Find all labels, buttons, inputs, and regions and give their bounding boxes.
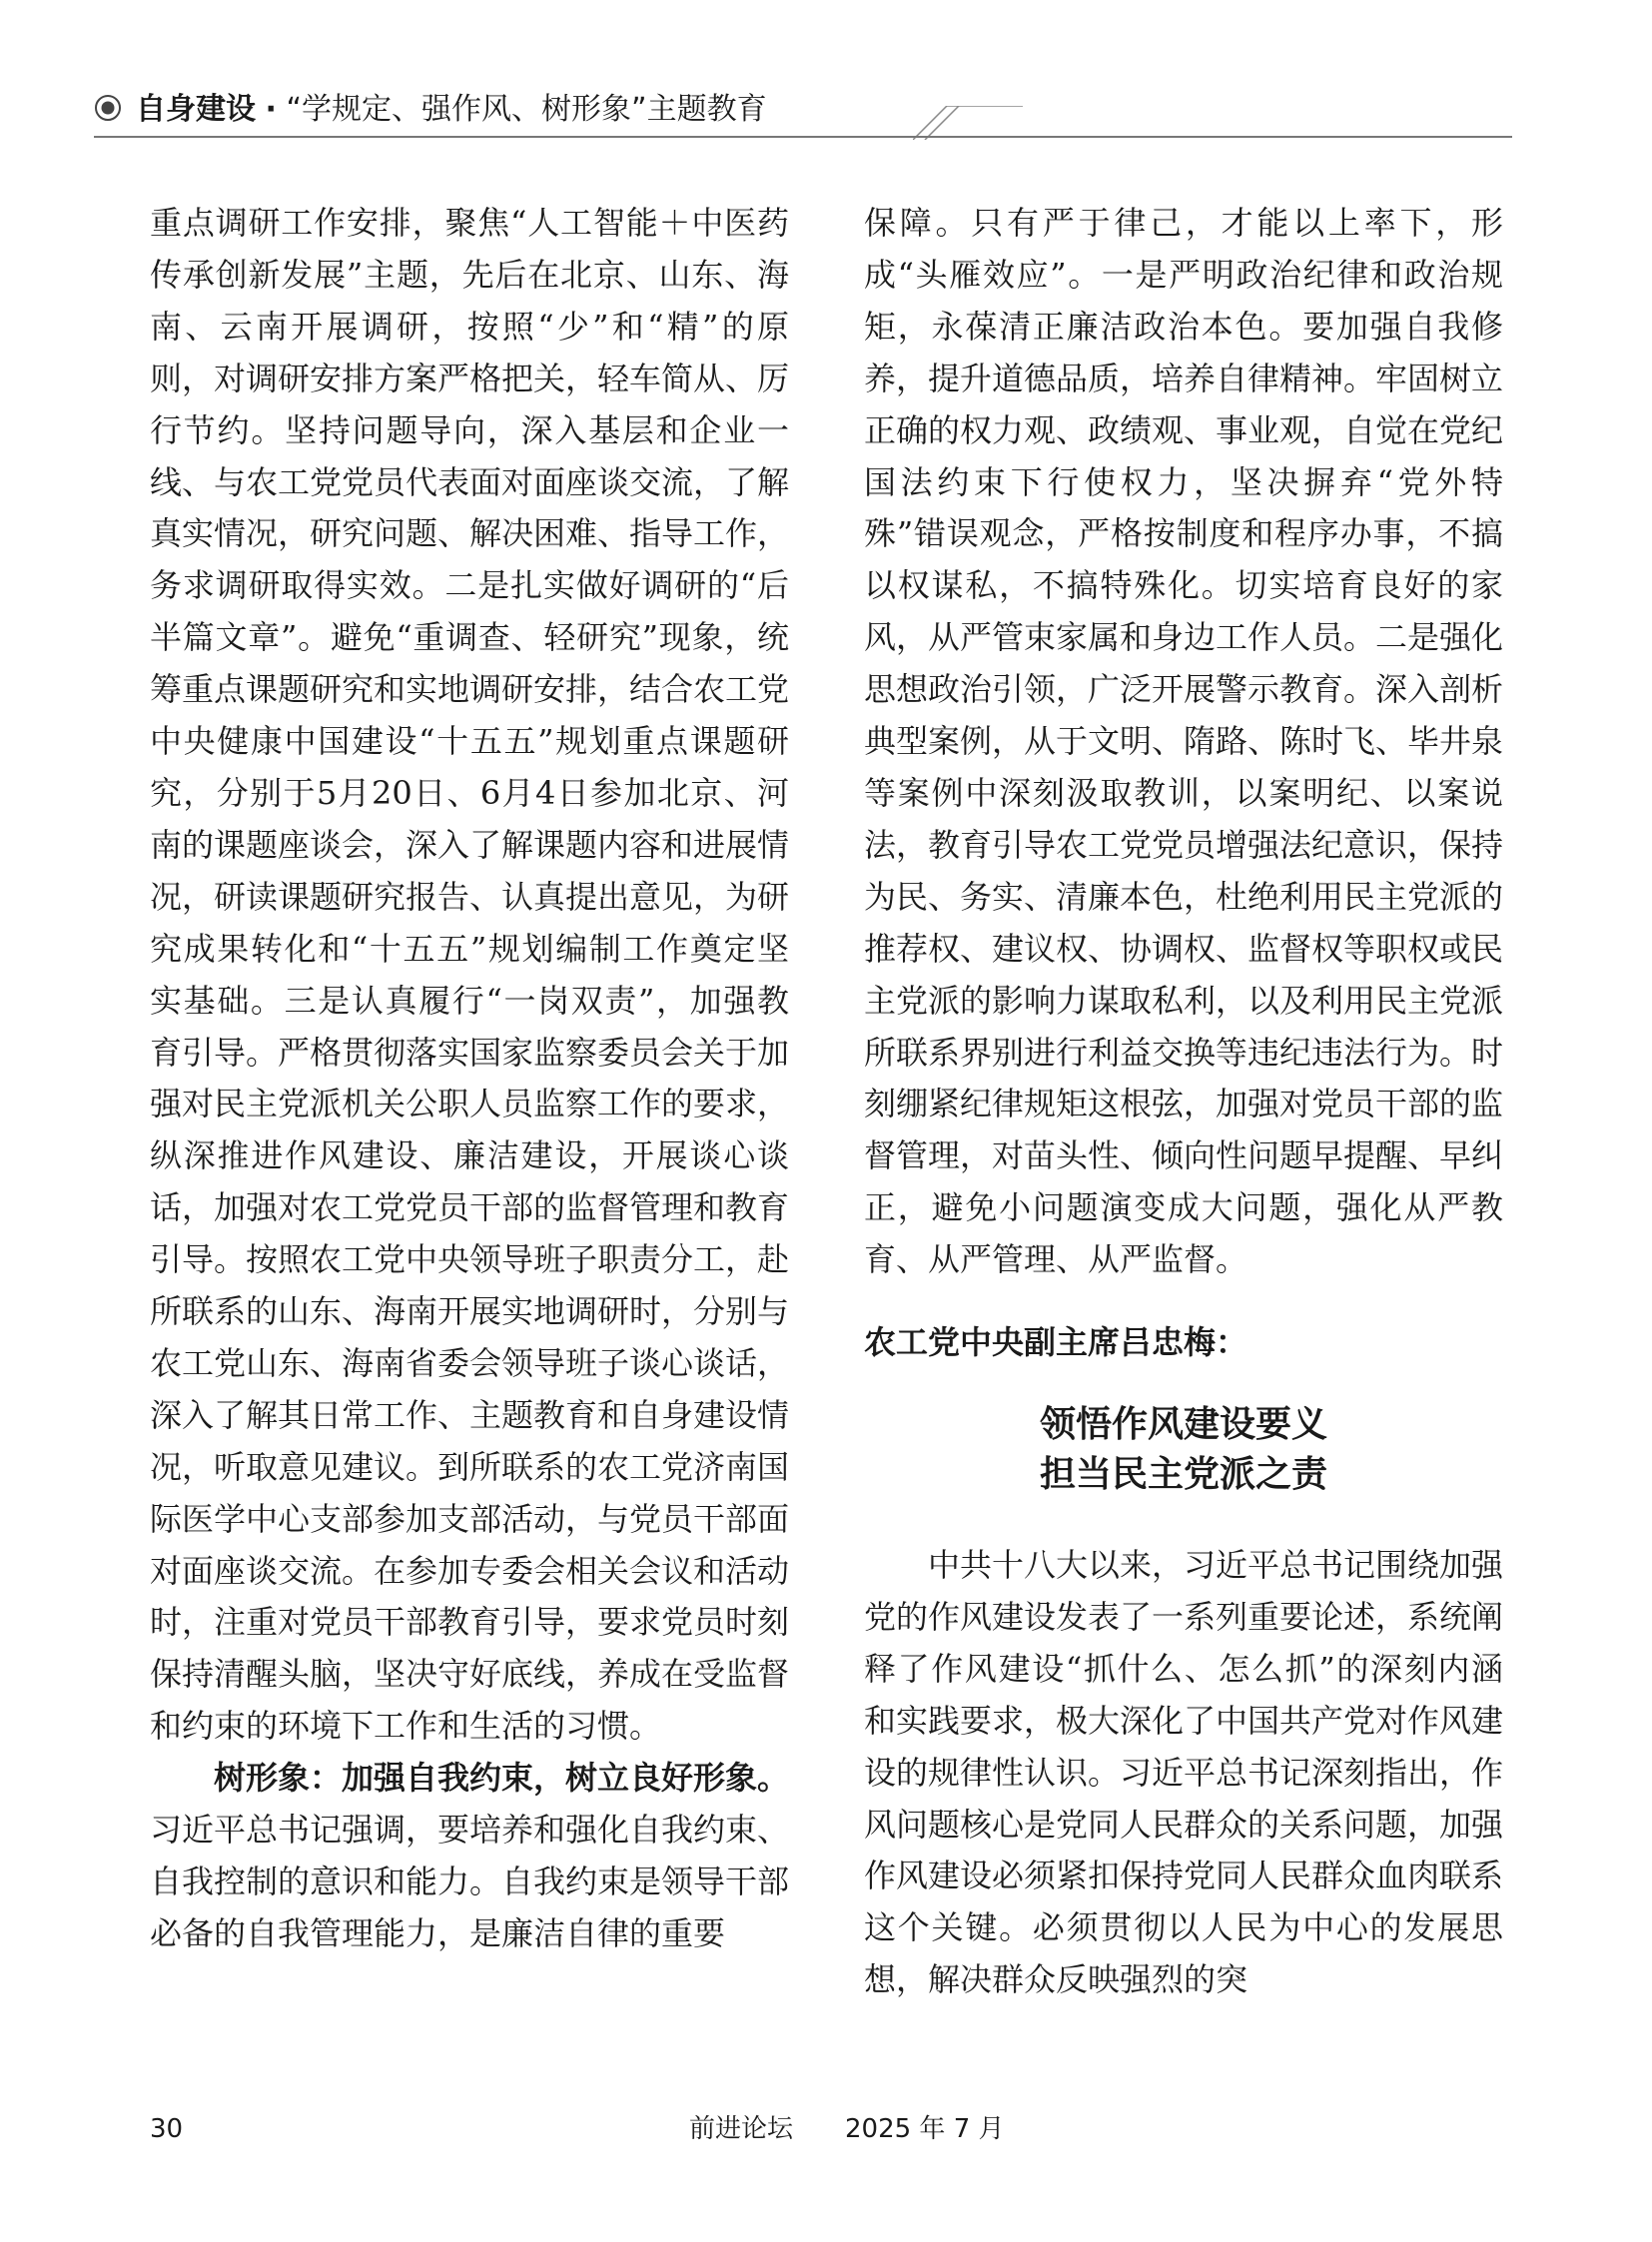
- left-paragraph-2: [150, 1753, 789, 1960]
- page-number: 30: [150, 2114, 184, 2144]
- right-column: [864, 198, 1503, 2006]
- left-paragraph-1: 重点调研工作安排，聚焦“人工智能＋中医药传承创新发展”主题，先后在北京、山东、海南、云南开展调研，按照“少”和“精”的原则，对调研安排方案严格把关，轻车简从、厉行节约。坚持问题导向，深入基层和企业一线、与农工党党员代表面对面座谈交流，了解真实情况，研究问题、解决困难、指导工作，务求调研取得实效。二是扎实做好调研的“后半篇文章”。避免“重调查、轻研究”现象，统筹重点课题研究和实地调研安排，结合农工党中央健康中国建设“十五五”规划重点课题研究，分别于5月20日、6月4日参加北京、河南的课题座谈会，深入了解课题内容和进展情况，研读课题研究报告、认真提出意见，为研究成果转化和“十五五”规划编制工作奠定坚实基础。三是认真履行“一岗双责”，加强教育引导。严格贯彻落实国家监察委员会关于加强对民主党派机关公职人员监察工作的要求，纵深推进作风建设、廉洁建设，开展谈心谈话，加强对农工党党员干部的监督管理和教育引导。按照农工党中央领导班子职责分工，赴所联系的山东、海南开展实地调研时，分别与农工党山东、海南省委会领导班子谈心谈话，深入了解其日常工作、主题教育和自身建设情况，听取意见建议。到所联系的农工党济南国际医学中心支部参加支部活动，与党员干部面对面座谈交流。在参加专委会相关会议和活动时，注重对党员干部教育引导，要求党员时刻保持清醒头脑，坚决守好底线，养成在受监督和约束的环境下工作和生活的习惯。: [150, 204, 790, 1746]
- section-lead-heading: 树形象：加强自我约束，树立良好形象。: [214, 1759, 790, 1798]
- headline-line-1: 领悟作风建设要义: [1039, 1404, 1327, 1446]
- header-dot: ·: [265, 92, 277, 127]
- header-section: 自身建设: [136, 92, 256, 127]
- header-rule: [94, 136, 1512, 138]
- header-title: [136, 90, 767, 130]
- target-icon: [94, 94, 122, 122]
- header-hatch-decoration: [913, 106, 1023, 140]
- left-column: [150, 198, 789, 1960]
- right-paragraph-1: 保障。只有严于律己，才能以上率下，形成“头雁效应”。一是严明政治纪律和政治规矩，永葆清正廉洁政治本色。要加强自我修养，提升道德品质，培养自律精神。牢固树立正确的权力观、政绩观、事业观，自觉在党纪国法约束下行使权力，坚决摒弃“党外特殊”错误观念，严格按制度和程序办事，不搞以权谋私，不搞特殊化。切实培育良好的家风，从严管束家属和身边工作人员。二是强化思想政治引领，广泛开展警示教育。深入剖析典型案例，从于文明、隋路、陈时飞、毕井泉等案例中深刻汲取教训，以案明纪、以案说法，教育引导农工党党员增强法纪意识，保持为民、务实、清廉本色，杜绝利用民主党派的推荐权、建议权、协调权、监督权等职权或民主党派的影响力谋取私利，以及利用民主党派所联系界别进行利益交换等违纪违法行为。时刻绷紧纪律规矩这根弦，加强对党员干部的监督管理，对苗头性、倾向性问题早提醒、早纠正，避免小问题演变成大问题，强化从严教育、从严管理、从严监督。: [864, 204, 1504, 1279]
- running-header: [94, 90, 1512, 130]
- speaker-heading: 农工党中央副主席吕忠梅：: [864, 1323, 1248, 1362]
- headline-line-2: 担当民主党派之责: [1039, 1454, 1327, 1496]
- left-paragraph-2-body: 习近平总书记强调，要培养和强化自我约束、自我控制的意识和能力。自我约束是领导干部必备的自我管理能力，是廉洁自律的重要: [150, 1811, 790, 1952]
- header-theme: “学规定、强作风、树形象”主题教育: [286, 92, 767, 127]
- right-paragraph-2: 中共十八大以来，习近平总书记围绕加强党的作风建设发表了一系列重要论述，系统阐释了作风建设“抓什么、怎么抓”的深刻内涵和实践要求，极大深化了中国共产党对作风建设的规律性认识。习近平总书记深刻指出，作风问题核心是党同人民群众的关系问题，加强作风建设必须紧扣保持党同人民群众血肉联系这个关键。必须贯彻以人民为中心的发展思想，解决群众反映强烈的突: [864, 1546, 1504, 1999]
- article-headline: [864, 1400, 1503, 1500]
- magazine-issue: 前进论坛 2025 年 7 月: [689, 2114, 1005, 2144]
